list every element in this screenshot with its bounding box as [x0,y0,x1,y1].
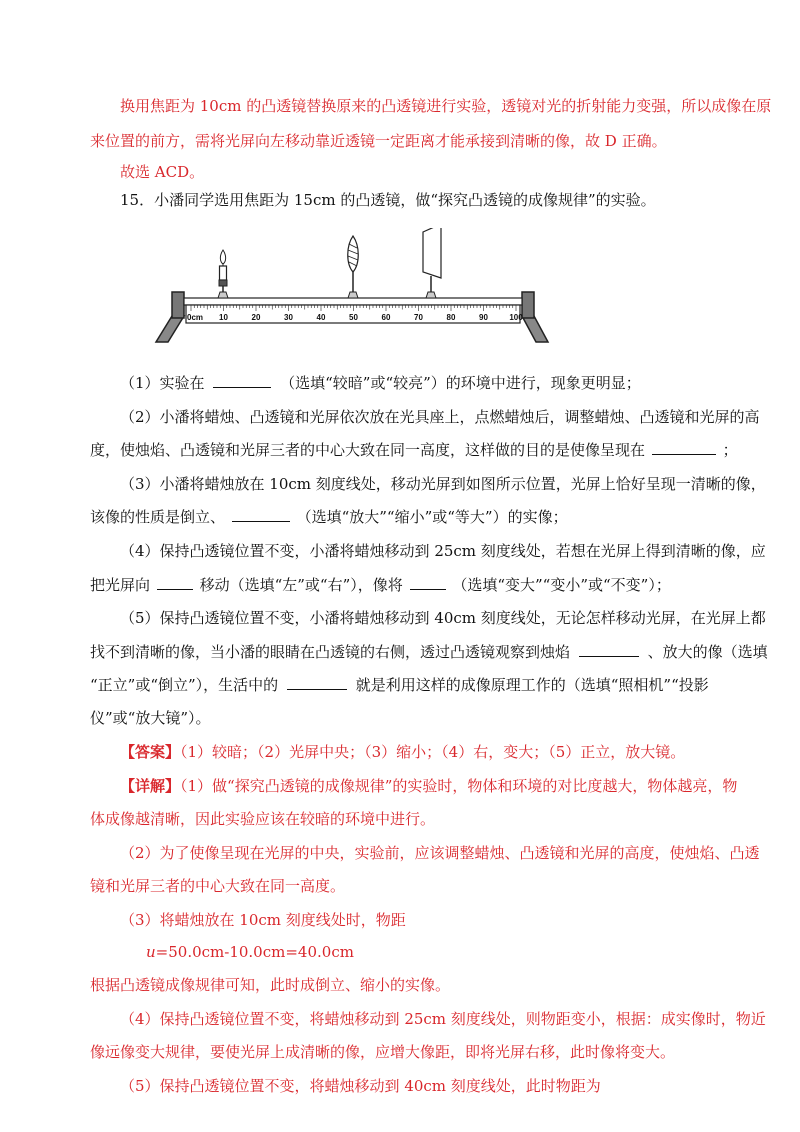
subquestion-3-line2 [0,507,800,527]
text: 找不到清晰的像，当小潘的眼睛在凸透镜的右侧，透过凸透镜观察到烛焰 [90,643,571,661]
detail-line2: 体成像越清晰，因此实验应该在较暗的环境中进行。 [90,810,436,828]
subquestion-4-line2 [0,575,800,595]
answer-blank[interactable] [213,373,271,388]
detail-line9: （5）保持凸透镜位置不变，将蜡烛移动到 40cm 刻度线处，此时物距为 [120,1077,601,1095]
text: （选填“较暗”或“较亮”）的环境中进行，现象更明显； [280,374,641,392]
subquestion-5-line2 [0,642,800,662]
ruler-tick-label: 30 [284,313,293,322]
answer-text: （1）较暗；（2）光屏中央；（3）缩小；（4）右，变大；（5）正立，放大镜。 [180,743,686,761]
formula-text: =50.0cm-10.0cm=40.0cm [155,943,354,961]
detail-tag: 【详解】 [120,777,181,795]
subquestion-5-line1: （5）保持凸透镜位置不变，小潘将蜡烛移动到 40cm 刻度线处，无论怎样移动光屏，在光屏上都 [120,609,766,627]
text: （选填“变大”“变小”或“不变”）； [452,576,671,594]
text-line: 换用焦距为 10cm 的凸透镜替换原来的凸透镜进行实验，透镜对光的折射能力变强，所以成像在原 [120,97,772,115]
text: 移动（选填“左”或“右”），像将 [199,576,403,594]
subquestion-5-line4: 仪”或“放大镜”）。 [90,709,211,727]
subquestion-1 [0,373,800,393]
bench-left-end [172,292,184,318]
detail-line6: 根据凸透镜成像规律可知，此时成倒立、缩小的实像。 [90,976,451,994]
ruler-tick-label: 0cm [187,313,204,322]
text: 、放大的像（选填 [647,643,768,661]
formula-line [0,942,800,962]
ruler-tick-label: 20 [251,313,261,322]
light-screen [423,228,441,298]
text: （1）做“探究凸透镜的成像规律”的实验时，物体和环境的对比度越大，物体越亮，物 [180,777,738,795]
ruler-tick-label: 80 [446,313,456,322]
ruler-tick-label: 50 [349,313,358,322]
answer-blank[interactable] [410,575,446,590]
detail-line3: （2）为了使像呈现在光屏的中央，实验前，应该调整蜡烛、凸透镜和光屏的高度，使烛焰、凸透 [120,844,760,862]
text: “正立”或“倒立”），生活中的 [90,676,279,694]
optical-bench-diagram [150,228,550,356]
subquestion-3-line1: （3）小潘将蜡烛放在 10cm 刻度线处，移动光屏到如图所示位置，光屏上恰好呈现一清晰的像， [120,475,766,493]
text-line: 来位置的前方，需将光屏向左移动靠近透镜一定距离才能承接到清晰的像，故 D 正确。 [90,132,667,150]
convex-lens [348,236,359,298]
bench-left-leg [156,316,184,342]
text: 就是利用这样的成像原理工作的（选填“照相机”“投影 [355,676,709,694]
ruler-tick-label: 90 [479,313,488,322]
answer-blank[interactable] [232,507,290,522]
text: 该像的性质是倒立、 [90,508,226,526]
detail-line4: 镜和光屏三者的中心大致在同一高度。 [90,877,346,895]
answer-blank[interactable] [579,642,639,657]
ruler-tick-label: 40 [316,313,326,322]
subquestion-2-line2 [0,440,800,460]
subquestion-2-line1: （2）小潘将蜡烛、凸透镜和光屏依次放在光具座上，点燃蜡烛后，调整蜡烛、凸透镜和光屏的高 [120,408,760,426]
answer-tag: 【答案】 [120,743,181,761]
text: ； [722,441,738,459]
answer-blank[interactable] [157,575,193,590]
ruler-tick-label: 70 [414,313,423,322]
answer-line [0,742,800,762]
formula-variable: u [146,943,156,961]
text-line: 故选 ACD。 [120,163,205,181]
answer-blank[interactable] [287,675,347,690]
ruler-tick-label: 60 [381,313,391,322]
subquestion-4-line1: （4）保持凸透镜位置不变，小潘将蜡烛移动到 25cm 刻度线处，若想在光屏上得到清晰的像，应 [120,542,766,560]
bench-rail [184,298,522,305]
text: （1）实验在 [120,374,205,392]
bench-right-leg [522,316,548,342]
ruler-tick-label: 10 [219,313,228,322]
question-stem: 15．小潘同学选用焦距为 15cm 的凸透镜，做“探究凸透镜的成像规律”的实验。 [120,191,656,209]
detail-line7: （4）保持凸透镜位置不变，将蜡烛移动到 25cm 刻度线处，则物距变小，根据：成实像时，物近 [120,1010,766,1028]
text: 度，使烛焰、凸透镜和光屏三者的中心大致在同一高度，这样做的目的是使像呈现在 [90,441,646,459]
text: 把光屏向 [90,576,151,594]
answer-blank[interactable] [652,440,716,455]
bench-right-end [522,292,534,318]
subquestion-5-line3 [0,675,800,695]
detail-line1 [0,776,800,796]
ruler-tick-label: 100 [509,313,523,322]
detail-line5: （3）将蜡烛放在 10cm 刻度线处时，物距 [120,911,406,929]
text: （选填“放大”“缩小”或“等大”）的实像； [296,508,568,526]
candle [218,250,228,298]
detail-line8: 像远像变大规律，要使光屏上成清晰的像，应增大像距，即将光屏右移，此时像将变大。 [90,1043,676,1061]
